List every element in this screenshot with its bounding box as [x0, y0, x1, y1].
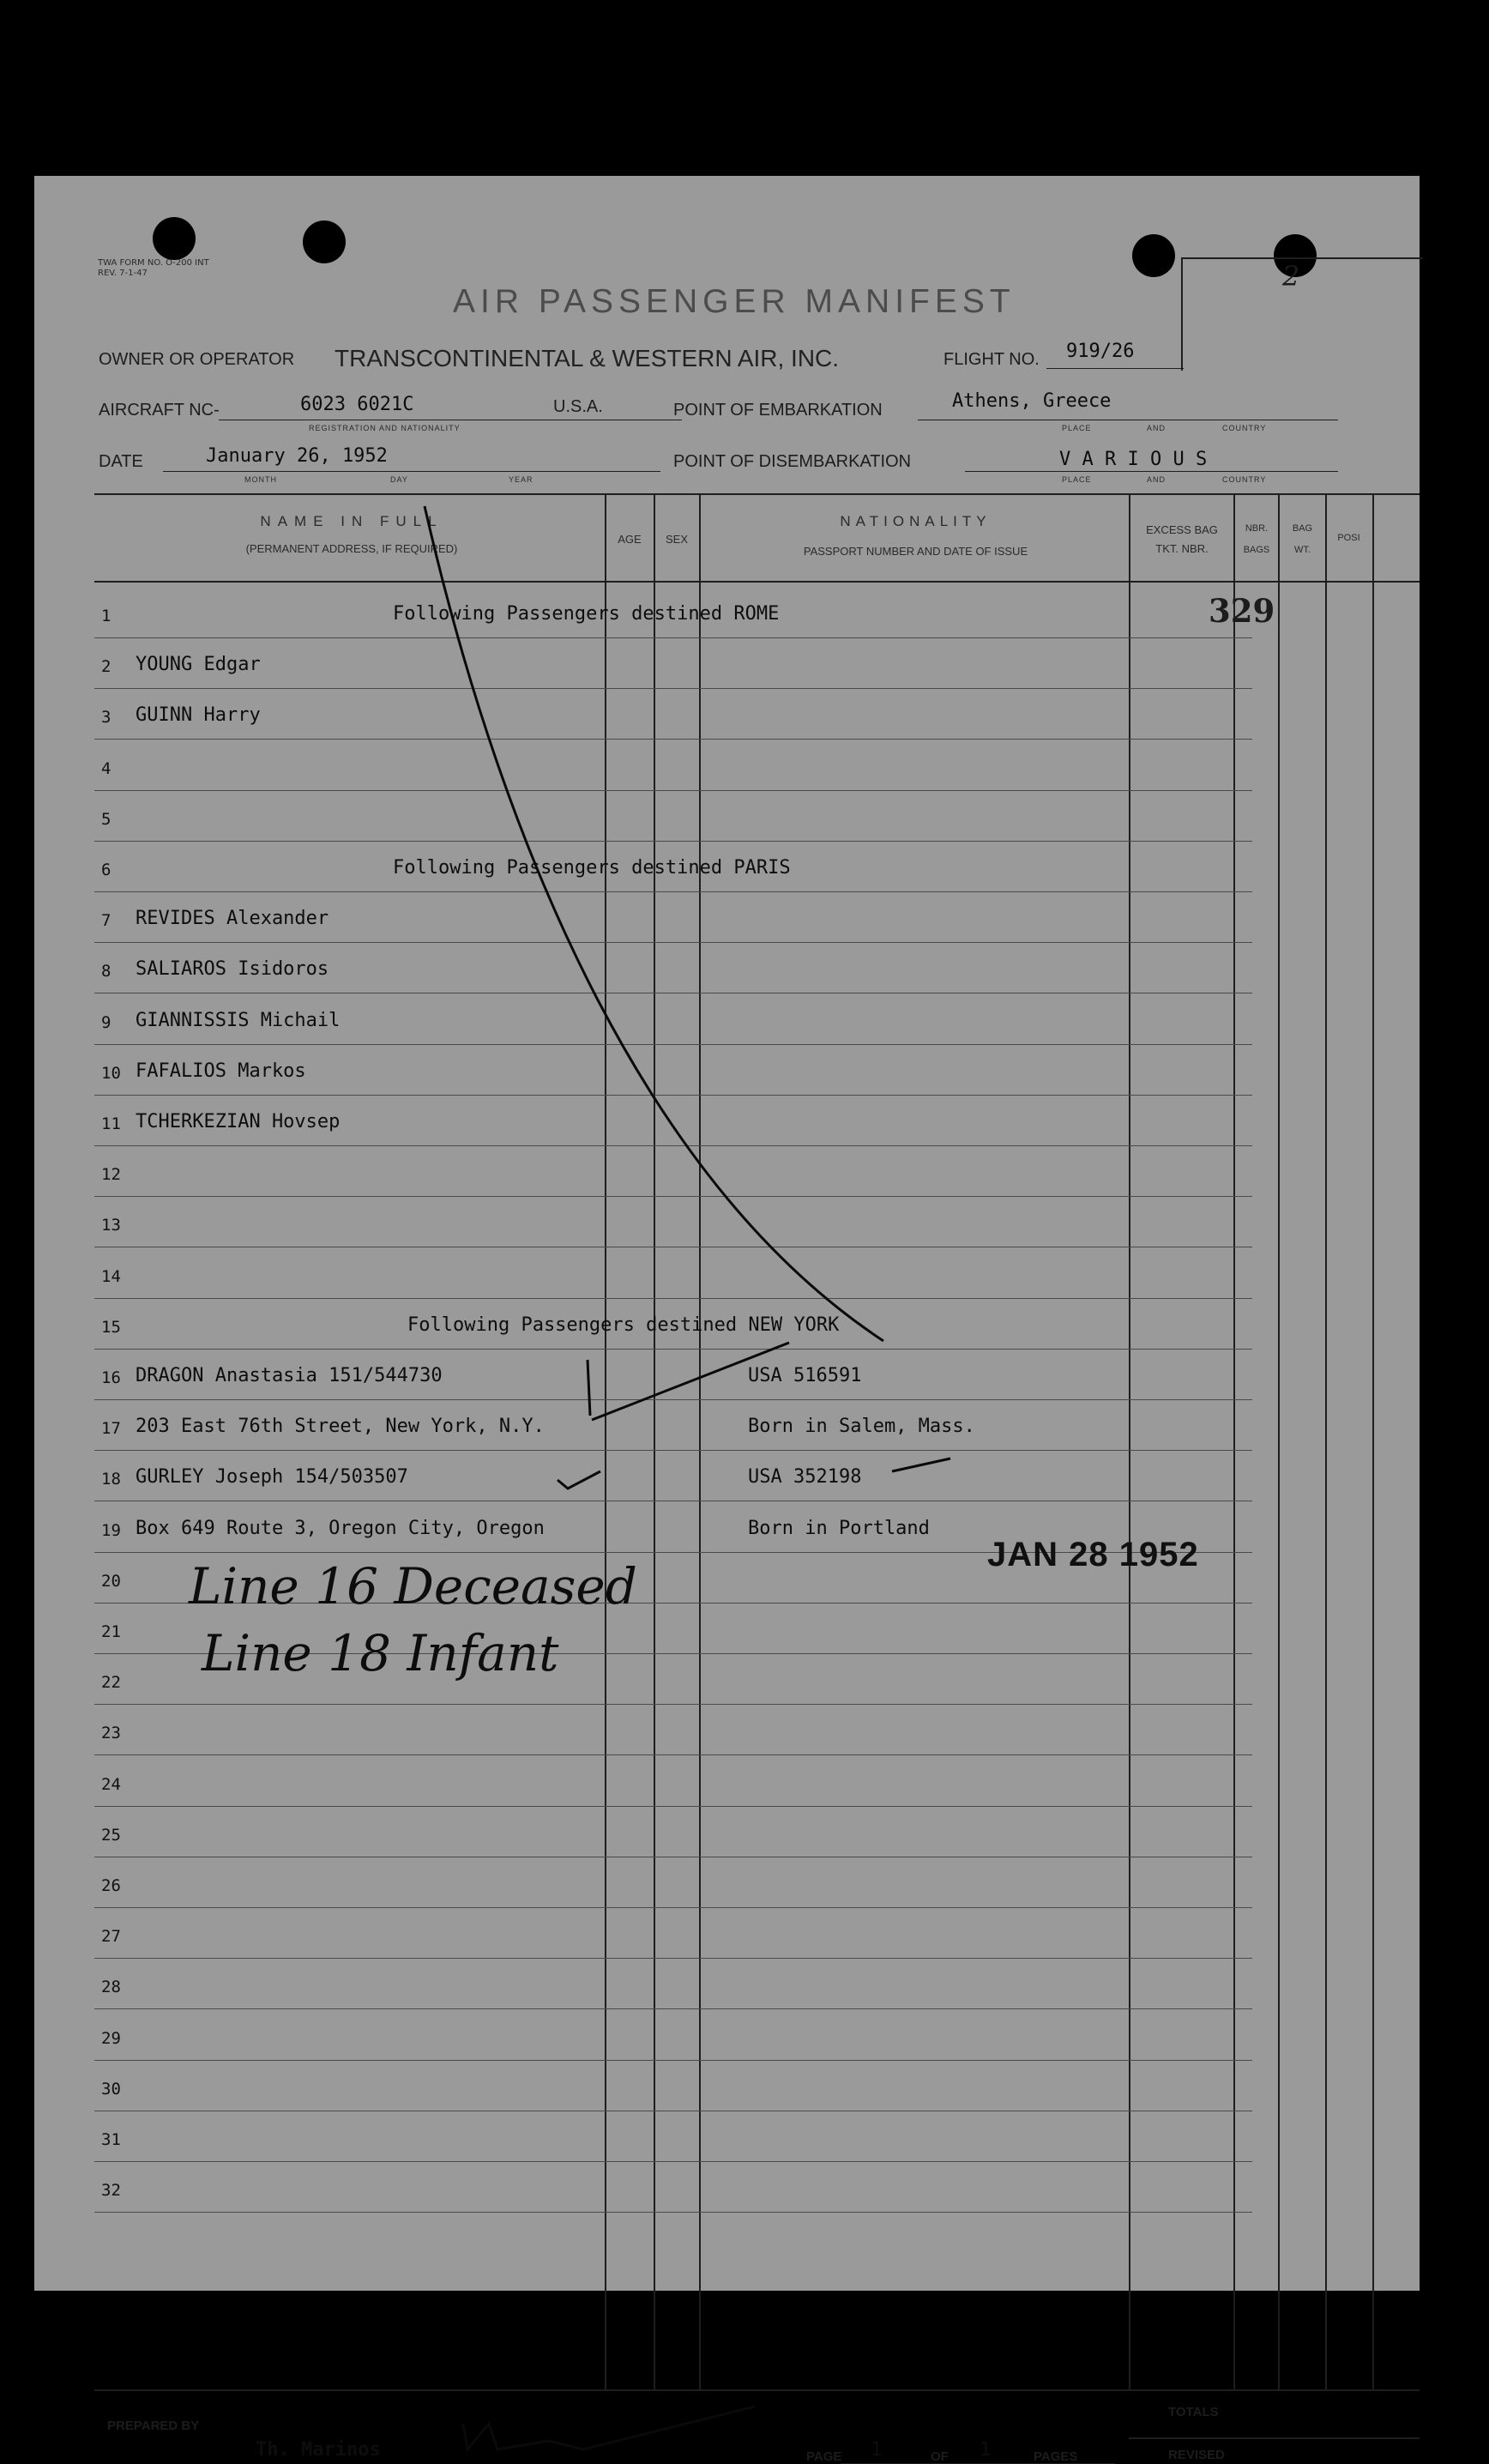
passenger-name: GUINN Harry — [136, 704, 261, 727]
row-number: 12 — [101, 1165, 121, 1185]
passenger-name: GURLEY Joseph 154/503507 — [136, 1466, 408, 1489]
row-number: 16 — [101, 1368, 121, 1387]
aircraft-label: AIRCRAFT NC- — [99, 401, 220, 420]
disembarkation-value: V A R I O U S — [1059, 449, 1208, 470]
place-caption: PLACE — [1062, 424, 1092, 432]
row-number: 32 — [101, 2181, 121, 2201]
row-number: 26 — [101, 1876, 121, 1895]
header-nbr-bags: BAGS — [1243, 545, 1270, 555]
pages-label: PAGES — [1034, 2449, 1078, 2464]
header-nationality-sub: PASSPORT NUMBER AND DATE OF ISSUE — [803, 545, 1028, 558]
row-number: 31 — [101, 2130, 121, 2149]
country-caption: COUNTRY — [1222, 424, 1267, 432]
row-number: 4 — [101, 758, 112, 778]
row-number: 6 — [101, 861, 112, 879]
embarkation-label: POINT OF EMBARKATION — [673, 401, 883, 420]
row-number: 28 — [101, 1978, 121, 1997]
header-nationality: NATIONALITY — [840, 513, 992, 529]
passenger-name: GIANNISSIS Michail — [136, 1009, 341, 1031]
passenger-name: 203 East 76th Street, New York, N.Y. — [136, 1416, 545, 1438]
row-number: 11 — [101, 1114, 121, 1133]
row-number: 24 — [101, 1774, 121, 1794]
header-excess-bag: EXCESS BAG — [1146, 523, 1218, 536]
row-number: 18 — [101, 1470, 121, 1489]
pen-marks — [34, 176, 1420, 2291]
passenger-name: SALIAROS Isidoros — [136, 958, 329, 981]
row-number: 7 — [101, 911, 112, 931]
row-number: 19 — [101, 1520, 121, 1540]
passenger-name: DRAGON Anastasia 151/544730 — [136, 1365, 443, 1386]
row-number: 10 — [101, 1063, 121, 1083]
page-label: PAGE — [806, 2449, 842, 2464]
passenger-nationality: USA 352198 — [748, 1466, 862, 1489]
day-caption: DAY — [390, 475, 408, 484]
footer-rule — [94, 2389, 1420, 2391]
passenger-name: Box 649 Route 3, Oregon City, Oregon — [136, 1517, 545, 1539]
owner-value: TRANSCONTINENTAL & WESTERN AIR, INC. — [335, 345, 840, 371]
and-caption: AND — [1147, 424, 1166, 432]
row-number: 3 — [101, 708, 112, 728]
row-number: 29 — [101, 2028, 121, 2048]
totals-rule — [1129, 2437, 1420, 2439]
prepared-label: PREPARED BY — [107, 2419, 200, 2433]
passenger-name: TCHERKEZIAN Hovsep — [136, 1111, 341, 1132]
passenger-nationality: Born in Salem, Mass. — [748, 1416, 975, 1438]
row-number: 8 — [101, 962, 112, 981]
check-mark — [558, 1471, 600, 1489]
signature-stroke — [463, 2407, 755, 2449]
header-excess-bag: TKT. NBR. — [1155, 542, 1209, 555]
embarkation-value: Athens, Greece — [952, 390, 1112, 412]
row-number: 1 — [101, 607, 112, 625]
corner-mark: 2 — [1282, 260, 1300, 293]
aircraft-country: U.S.A. — [553, 397, 603, 416]
pen-dash — [892, 1458, 950, 1471]
totals-label: TOTALS — [1168, 2405, 1219, 2419]
of-value: 1 — [980, 2439, 992, 2461]
date-value: January 26, 1952 — [206, 445, 388, 467]
handwritten-note: Line 18 Infant — [202, 1624, 559, 1682]
row-number: 20 — [101, 1571, 121, 1591]
destination-heading: Following Passengers destined NEW YORK — [407, 1314, 840, 1336]
row-number: 30 — [101, 2079, 121, 2099]
registration-caption: REGISTRATION AND NATIONALITY — [309, 424, 461, 432]
row-number: 21 — [101, 1622, 121, 1641]
header-nbr-bags: NBR. — [1245, 523, 1269, 534]
header-name: NAME IN FULL — [260, 513, 443, 529]
passenger-name: FAFALIOS Markos — [136, 1060, 306, 1082]
header-sex: SEX — [665, 533, 688, 546]
check-mark — [588, 1360, 590, 1416]
passenger-name: YOUNG Edgar — [136, 654, 261, 676]
row-number: 2 — [101, 657, 112, 677]
page-title: AIR PASSENGER MANIFEST — [453, 283, 1016, 320]
destination-heading: Following Passengers destined ROME — [393, 603, 780, 625]
row-number: 22 — [101, 1673, 121, 1693]
date-label: DATE — [99, 452, 143, 471]
row-number: 13 — [101, 1216, 121, 1235]
form-code-line: TWA FORM NO. O-200 INT — [98, 258, 209, 268]
place-caption: PLACE — [1062, 475, 1092, 484]
country-caption: COUNTRY — [1222, 475, 1267, 484]
header-bag-wt: BAG — [1292, 523, 1313, 534]
year-caption: YEAR — [509, 475, 534, 484]
and-caption: AND — [1147, 475, 1166, 484]
strike-through-pen-line — [425, 506, 883, 1341]
row-number: 9 — [101, 1012, 112, 1032]
passenger-name: REVIDES Alexander — [136, 908, 329, 930]
header-age: AGE — [618, 533, 642, 546]
row-number: 17 — [101, 1419, 121, 1439]
row-number: 15 — [101, 1317, 121, 1337]
revised-label: REVISED — [1168, 2448, 1225, 2462]
flight-label: FLIGHT NO. — [943, 350, 1040, 369]
header-bag-wt: WT. — [1294, 545, 1311, 555]
pen-arrow-stroke — [592, 1343, 789, 1420]
destination-heading: Following Passengers destined PARIS — [393, 857, 791, 879]
passenger-nationality: Born in Portland — [748, 1517, 930, 1539]
row-number: 25 — [101, 1825, 121, 1845]
aircraft-value: 6023 6021C — [300, 394, 414, 415]
row-number: 27 — [101, 1927, 121, 1947]
page-value: 1 — [871, 2439, 883, 2461]
manifest-sheet — [34, 176, 1420, 2464]
header-position: POSI — [1337, 533, 1360, 543]
disembarkation-label: POINT OF DISEMBARKATION — [673, 452, 912, 471]
date-stamp: JAN 28 1952 — [987, 1536, 1199, 1573]
prepared-value: Th. Marinos — [256, 2439, 381, 2461]
handwritten-note: Line 16 Deceased — [189, 1557, 637, 1615]
row-number: 23 — [101, 1724, 121, 1743]
month-caption: MONTH — [244, 475, 277, 484]
excess-bag-number: 329 — [1209, 592, 1275, 630]
owner-label: OWNER OR OPERATOR — [99, 350, 295, 369]
form-code-line: REV. 7-1-47 — [98, 269, 148, 278]
header-name-sub: (PERMANENT ADDRESS, IF REQUIRED) — [245, 542, 458, 555]
flight-value: 919/26 — [1066, 341, 1135, 362]
row-number: 5 — [101, 809, 112, 829]
passenger-nationality: USA 516591 — [748, 1365, 862, 1386]
row-number: 14 — [101, 1266, 121, 1286]
of-label: OF — [931, 2449, 949, 2464]
